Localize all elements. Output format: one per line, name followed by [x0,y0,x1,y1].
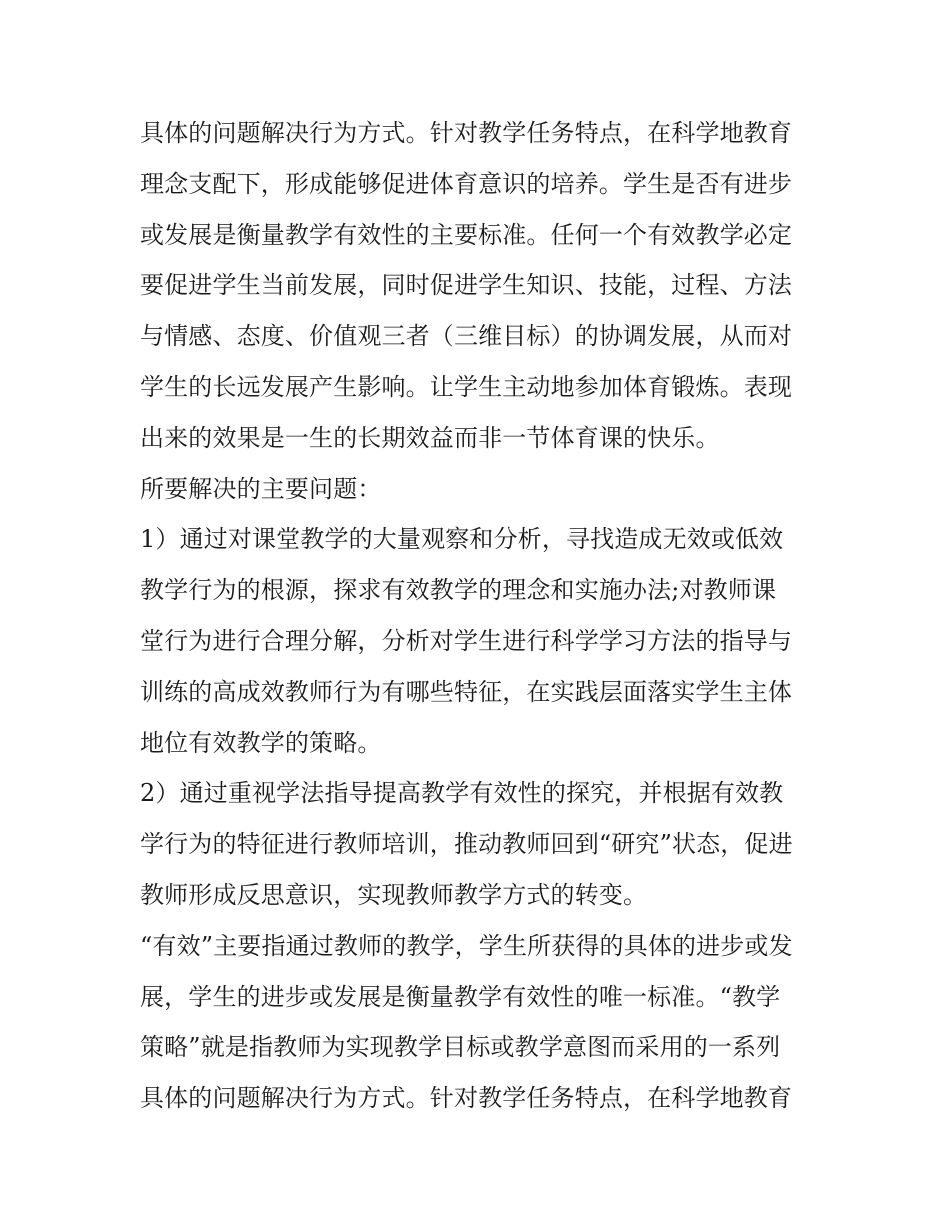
text-line: 展，学生的进步或发展是衡量教学有效性的唯一标准。“教学 [140,982,781,1011]
list-item-1-line: 堂行为进行合理分解，分析对学生进行科学学习方法的指导与 [140,626,793,655]
text-line: 学生的长远发展产生影响。让学生主动地参加体育锻炼。表现 [140,372,793,401]
text-line: 或发展是衡量教学有效性的主要标准。任何一个有效教学必定 [140,220,793,249]
text-line: 具体的问题解决行为方式。针对教学任务特点，在科学地教育 [140,119,793,147]
body-text [140,108,820,1124]
text-line: “有效”主要指通过教师的教学，学生所获得的具体的进步或发 [140,931,793,960]
text-line: 要促进学生当前发展，同时促进学生知识、技能，过程、方法 [140,271,793,300]
text-line: 出来的效果是一生的长期效益而非一节体育课的快乐。 [140,423,720,452]
text-line: 策略”就是指教师为实现教学目标或教学意图而采用的一系列 [140,1033,781,1062]
list-item-2-line: 教师形成反思意识，实现教师教学方式的转变。 [140,880,648,909]
section-heading: 所要解决的主要问题： [140,474,382,503]
list-item-2-line: 学行为的特征进行教师培训，推动教师回到“研究”状态，促进 [140,830,793,859]
list-item-1-line: 训练的高成效教师行为有哪些特征，在实践层面落实学生主体 [140,677,793,706]
text-line: 具体的问题解决行为方式。针对教学任务特点，在科学地教育 [140,1084,793,1113]
list-item-1-line: 教学行为的根源，探求有效教学的理念和实施办法;对教师课 [140,576,777,605]
list-item-1-line: 地位有效教学的策略。 [140,728,382,757]
text-line: 与情感、态度、价值观三者（三维目标）的协调发展，从而对 [140,322,793,351]
list-item-2-line: 2）通过重视学法指导提高教学有效性的探究，并根据有效教 [140,779,784,808]
text-line: 理念支配下，形成能够促进体育意识的培养。学生是否有进步 [140,169,793,198]
list-item-1-line: 1）通过对课堂教学的大量观察和分析，寻找造成无效或低效 [140,525,784,554]
